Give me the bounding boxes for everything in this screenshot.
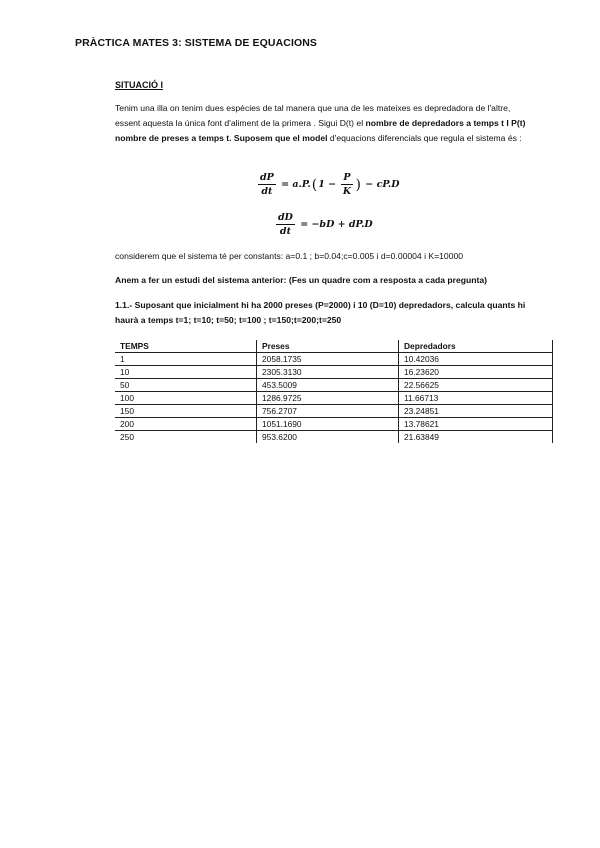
table-row xyxy=(115,405,553,418)
eq1-inner-left: 1 − xyxy=(318,179,340,190)
results-table xyxy=(115,340,553,443)
header-preses: Preses xyxy=(257,340,399,353)
section-title: SITUACIÓ I xyxy=(115,80,164,90)
question-1: 1.1.- Suposant que inicialment hi ha 2000 preses (P=2000) i 10 (D=10) depredadors, calcula quants hi haurà a temps t=1; t=10; t=50; t=100 ; t=150;t=200;t=250 xyxy=(115,300,526,325)
eq1-middle: = a.P. xyxy=(277,179,311,190)
cell-temps: 10 xyxy=(115,366,257,379)
eq1-lhs-numerator: dP xyxy=(260,172,274,183)
table-row xyxy=(115,392,553,405)
cell-depredadors: 13.78621 xyxy=(399,418,553,431)
table-row xyxy=(115,379,553,392)
cell-depredadors: 21.63849 xyxy=(399,431,553,444)
cell-preses: 1051.1690 xyxy=(257,418,399,431)
cell-preses: 953.6200 xyxy=(257,431,399,444)
cell-preses: 2305.3130 xyxy=(257,366,399,379)
cell-preses: 756.2707 xyxy=(257,405,399,418)
cell-temps: 250 xyxy=(120,432,134,442)
eq1-close-paren: ) xyxy=(355,176,361,193)
intro-text-bold: nombre de depredadors a temps t I P(t) nombre de preses a temps t. Suposem que el model xyxy=(115,118,526,143)
cell-preses: 2058.1735 xyxy=(257,353,399,366)
cell-preses: 453.5009 xyxy=(257,379,399,392)
document-title: PRÀCTICA MATES 3: SISTEMA DE EQUACIONS xyxy=(75,37,318,49)
study-paragraph: Anem a fer un estudi del sistema anterior: (Fes un quadre com a resposta a cada pregunta) xyxy=(115,275,488,285)
eq1-lhs-denominator: dt xyxy=(261,186,273,197)
eq2-rhs: = −bD + dP.D xyxy=(296,219,373,230)
eq1-open-paren: ( xyxy=(311,176,318,193)
eq1-tail: − cP.D xyxy=(362,179,400,190)
cell-temps: 1 xyxy=(115,353,257,366)
eq2-lhs-denominator: dt xyxy=(279,226,291,237)
cell-preses: 1286.9725 xyxy=(257,392,399,405)
cell-temps: 150 xyxy=(115,405,257,418)
cell-temps: 200 xyxy=(115,418,257,431)
table-row xyxy=(115,366,553,379)
intro-paragraph xyxy=(115,101,535,146)
constants-paragraph: considerem que el sistema té per constants: a=0.1 ; b=0.04;c=0.005 i d=0.00004 i K=10000 xyxy=(115,251,464,261)
cell-temps: 50 xyxy=(115,379,257,392)
eq1-inner-fraction xyxy=(341,172,352,197)
equation-prey xyxy=(256,172,399,197)
cell-depredadors: 22.56625 xyxy=(399,379,553,392)
intro-text-part1: Tenim una illa on tenim dues espècies de tal manera que una de les mateixes es depredadora de l'altre, essent aquesta la única font d'aliment de la primera . Sigui D(t) el xyxy=(115,103,511,128)
equation-predator xyxy=(274,212,373,237)
intro-text-part3: d'equacions diferencials que regula el sistema és : xyxy=(327,133,522,143)
cell-depredadors: 23.24851 xyxy=(399,405,553,418)
eq1-inner-denominator: K xyxy=(342,186,352,197)
eq2-lhs-fraction xyxy=(276,212,295,237)
cell-temps: 100 xyxy=(115,392,257,405)
table-row xyxy=(115,418,553,431)
eq2-lhs-numerator: dD xyxy=(278,212,293,223)
header-temps: TEMPS xyxy=(115,340,257,353)
eq1-lhs-fraction xyxy=(258,172,276,197)
table-row xyxy=(115,431,553,444)
cell-depredadors: 11.66713 xyxy=(399,392,553,405)
cell-depredadors: 10.42036 xyxy=(399,353,553,366)
eq1-inner-numerator: P xyxy=(343,172,351,183)
table-header-row xyxy=(115,340,553,353)
cell-depredadors: 16.23620 xyxy=(399,366,553,379)
header-depredadors: Depredadors xyxy=(399,340,553,353)
table-row xyxy=(115,353,553,366)
